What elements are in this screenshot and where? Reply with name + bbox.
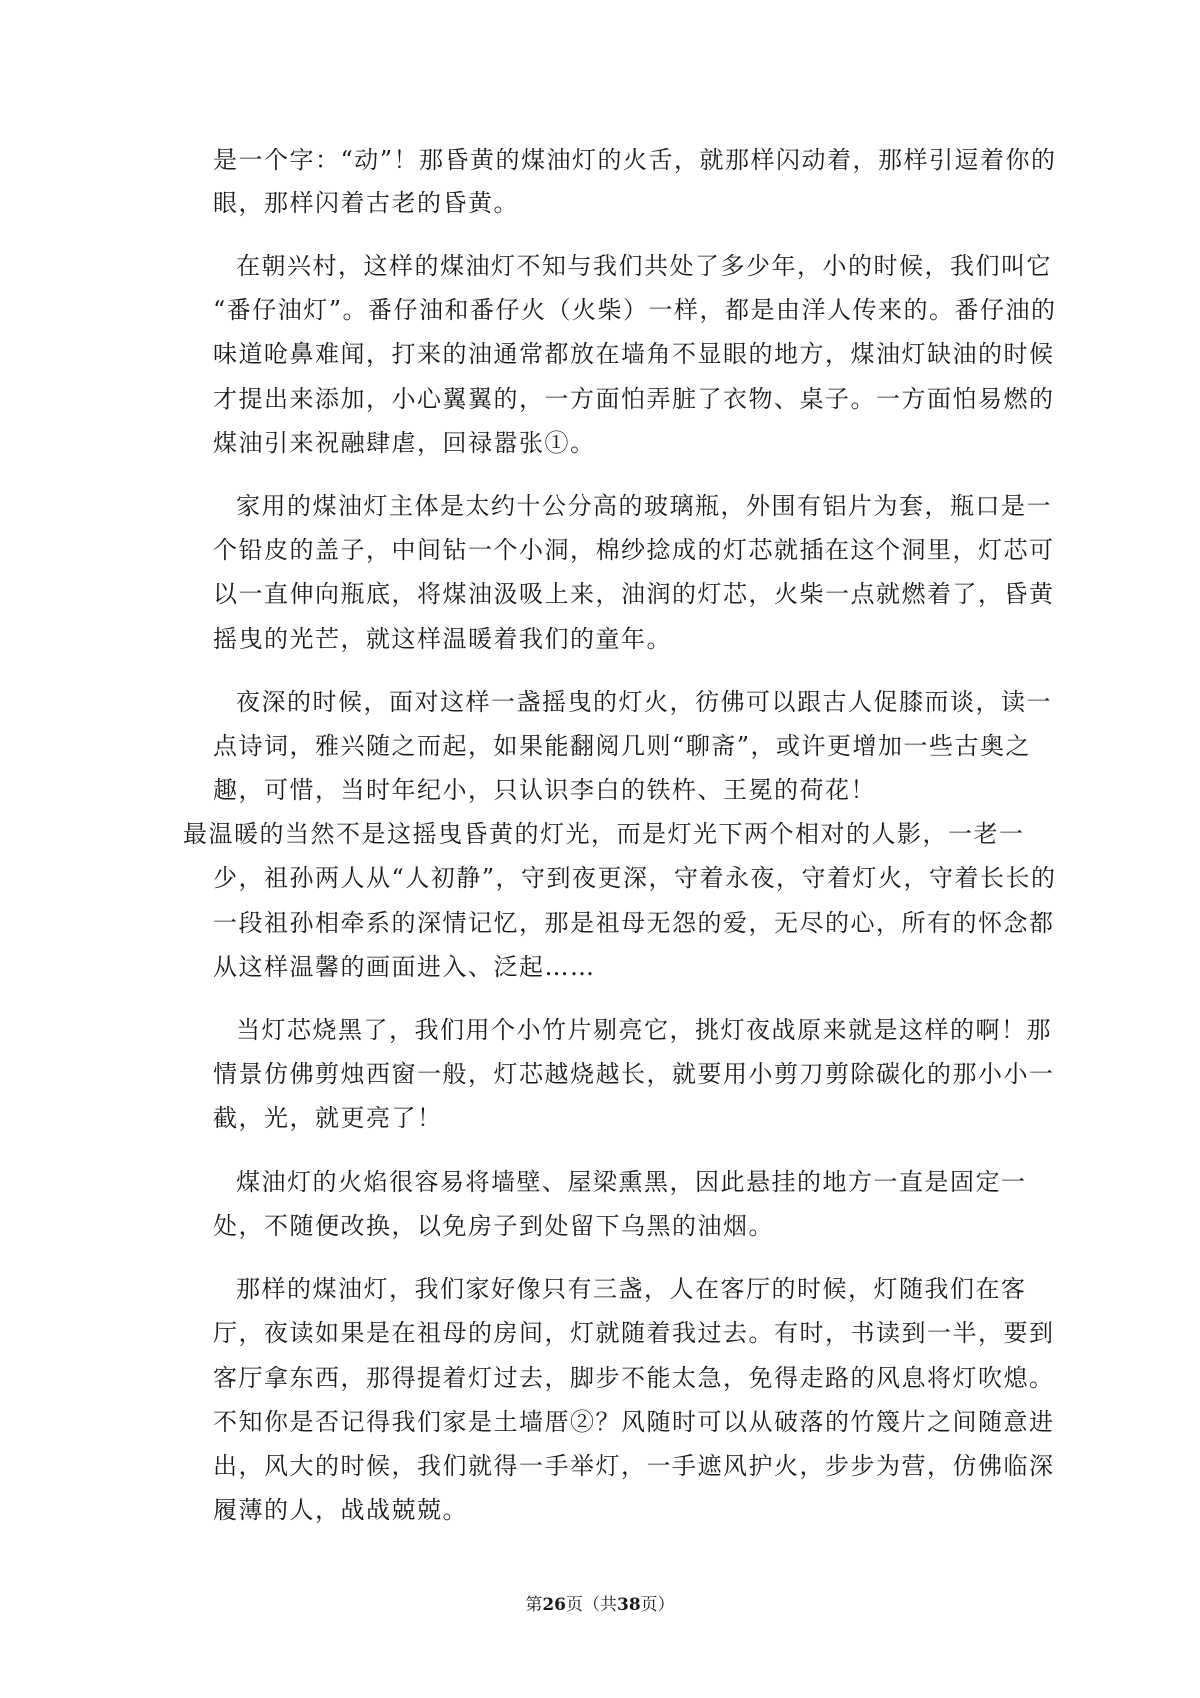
text-line: 摇曳的光芒，就这样温暖着我们的童年。	[213, 625, 672, 653]
text-line: 当灯芯烧黑了，我们用个小竹片剔亮它，挑灯夜战原来就是这样的啊！那	[236, 1016, 1052, 1044]
text-line: 眼，那样闪着古老的昏黄。	[213, 189, 519, 217]
text-line: 厅，夜读如果是在祖母的房间，灯就随着我过去。有时，书读到一半，要到	[213, 1319, 1055, 1347]
text-line: 以一直伸向瓶底，将煤油汲吸上来，油润的灯芯，火柴一点就燃着了，昏黄	[213, 580, 1055, 608]
text-line: 不知你是否记得我们家是土墙厝②？风随时可以从破落的竹篾片之间随意进	[213, 1408, 1055, 1436]
text-line: 客厅拿东西，那得提着灯过去，脚步不能太急，免得走路的风息将灯吹熄。	[213, 1364, 1055, 1392]
text-line: 在朝兴村，这样的煤油灯不知与我们共处了多少年，小的时候，我们叫它	[236, 252, 1052, 280]
text-line: 夜深的时候，面对这样一盏摇曳的灯火，彷佛可以跟古人促膝而谈，读一	[236, 688, 1052, 716]
text-line: 一段祖孙相牵系的深情记忆，那是祖母无怨的爱，无尽的心，所有的怀念都	[213, 909, 1055, 937]
total-page-number: 38	[617, 1595, 641, 1615]
text-line: 点诗词，雅兴随之而起，如果能翻阅几则“聊斋”，或许更增加一些古奥之	[213, 732, 1032, 760]
footer-suffix: 页）	[640, 1595, 675, 1615]
footer-middle: 页（共	[566, 1595, 617, 1615]
text-line: 趣，可惜，当时年纪小，只认识李白的铁杵、王冕的荷花！	[213, 776, 876, 804]
footer-prefix: 第	[525, 1595, 543, 1615]
text-line: 最温暖的当然不是这摇曳昏黄的灯光，而是灯光下两个相对的人影，一老一	[183, 820, 1025, 848]
text-line: 截，光，就更亮了！	[213, 1104, 443, 1132]
text-line: “番仔油灯”。番仔油和番仔火（火柴）一样，都是由洋人传来的。番仔油的	[213, 296, 1057, 324]
text-line: 那样的煤油灯，我们家好像只有三盏，人在客厅的时候，灯随我们在客	[236, 1275, 1027, 1303]
page-footer	[0, 1594, 1200, 1616]
text-line: 少，祖孙两人从“人初静”，守到夜更深，守着永夜，守着灯火，守着长长的	[213, 864, 1057, 892]
text-line: 情景仿佛剪烛西窗一般，灯芯越烧越长，就要用小剪刀剪除碳化的那小小一	[213, 1060, 1055, 1088]
text-line: 煤油灯的火焰很容易将墙壁、屋梁熏黑，因此悬挂的地方一直是固定一	[236, 1168, 1027, 1196]
text-line: 处，不随便改换，以免房子到处留下乌黑的油烟。	[213, 1212, 774, 1240]
text-line: 家用的煤油灯主体是太约十公分高的玻璃瓶，外围有铝片为套，瓶口是一	[236, 492, 1052, 520]
text-line: 从这样温馨的画面进入、泛起……	[213, 953, 596, 981]
text-line: 才提出来添加，小心翼翼的，一方面怕弄脏了衣物、桌子。一方面怕易燃的	[213, 385, 1055, 413]
text-line: 煤油引来祝融肆虐，回禄嚣张①。	[213, 429, 596, 457]
text-line: 味道呛鼻难闻，打来的油通常都放在墙角不显眼的地方，煤油灯缺油的时候	[213, 340, 1055, 368]
text-line: 个铅皮的盖子，中间钻一个小洞，棉纱捻成的灯芯就插在这个洞里，灯芯可	[213, 536, 1055, 564]
current-page-number: 26	[542, 1595, 566, 1615]
text-line: 是一个字：“动”！那昏黄的煤油灯的火舌，就那样闪动着，那样引逗着你的	[213, 146, 1057, 174]
text-line: 履薄的人，战战兢兢。	[213, 1496, 468, 1524]
text-line: 出，风大的时候，我们就得一手举灯，一手遮风护火，步步为营，仿佛临深	[213, 1452, 1055, 1480]
